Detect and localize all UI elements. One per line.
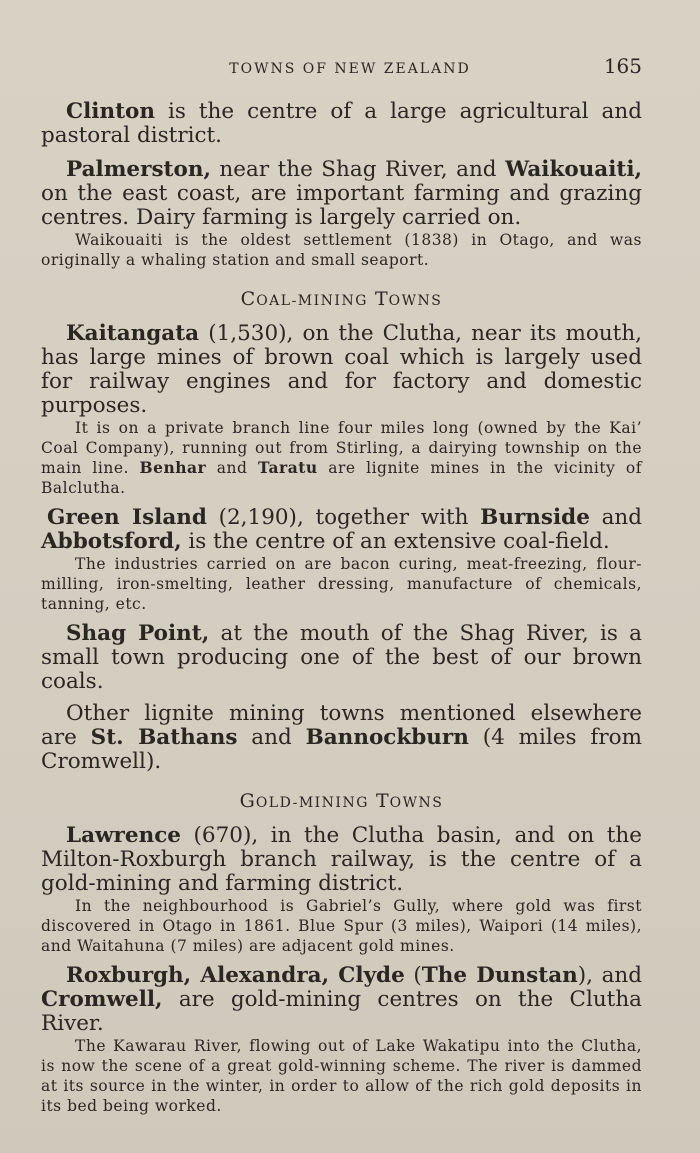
town-name: Bannockburn [305,725,469,750]
paragraph-roxburgh: Roxburgh, Alexandra, Clyde (The Dunstan), and Cromwell, are gold-mining centres on the Clutha River. [41,963,643,1036]
page-body [41,100,642,1116]
town-name: Kaitangata [66,321,200,346]
town-name: Clinton [66,99,155,124]
note-waikouaiti: Waikouaiti is the oldest settlement (1838) in Otago, and was originally a whaling station and small seaport. [41,231,642,269]
paragraph-lignite-towns: Other lignite mining towns mentioned elsewhere are St. Bathans and Bannockburn (4 miles from Cromwell). [41,701,642,774]
town-name: Shag Point, [66,621,210,646]
town-name: St. Bathans [90,725,238,750]
town-name: Cromwell, [41,987,163,1012]
note-lawrence: In the neighbourhood is Gabriel’s Gully, where gold was first discovered in Otago in 1861. Blue Spur (3 miles), Waipori (14 miles), and Waitahuna (7 miles) are adjacent gold mines. [41,897,642,955]
town-name: Green Island [47,505,207,530]
paragraph-lawrence: Lawrence (670), in the Clutha basin, and on the Milton-Roxburgh branch railway, is the centre of a gold-mining and farming district. [41,823,642,896]
town-name: Abbotsford, [41,529,182,554]
paragraph-text: on the east coast, are important farming and grazing centres. Dairy farming is largely carried on. [41,181,642,230]
town-name: The Dunstan [421,963,578,988]
paragraph-text: is the centre of a large agricultural and pastoral district. [41,99,642,148]
page-header [40,54,642,82]
town-name: Palmerston, [66,157,211,182]
paragraph-shag-point: Shag Point, at the mouth of the Shag River, is a small town producing one of the best of our brown coals. [41,621,642,694]
note-green-island: The industries carried on are bacon curing, meat-freezing, flour-milling, iron-smelting, leather dressing, manufacture of chemicals, tanning, etc. [41,555,642,613]
section-heading-gold-mining: GOLD-MINING TOWNS [239,790,444,812]
note-kaitangata: It is on a private branch line four miles long (owned by the Kai’ Coal Company), running out from Stirling, a dairying township on the main line. Benhar and Taratu are lignite mines in the vicinity of Balclutha. [41,419,642,497]
paragraph-text: (1,530), on the Clutha, near its mouth, has large mines of brown coal which is largely used for railway engines and for factory and domestic purposes. [41,321,642,418]
town-name: Waikouaiti, [505,157,642,182]
town-name: Burnside [480,505,590,530]
town-name: Roxburgh, Alexandra, Clyde [66,963,405,988]
paragraph-green-island: Green Island (2,190), together with Burnside and Abbotsford, is the centre of an extensive coal-field. [41,505,642,554]
town-name: Lawrence [66,823,181,848]
paragraph-kaitangata [41,322,642,418]
page-number: 165 [603,54,642,78]
paragraph-palmerston [41,158,642,230]
note-kawarau: The Kawarau River, flowing out of Lake Wakatipu into the Clutha, is now the scene of a great gold-winning scheme. The river is dammed at its source in the winter, in order to allow of the rich gold deposits in its bed being worked. [41,1037,642,1115]
paragraph-text: near the Shag River, and [210,157,506,182]
running-title: TOWNS OF NEW ZEALAND [229,61,471,77]
paragraph-clinton [41,100,642,148]
section-heading-coal-mining: COAL-MINING TOWNS [240,288,443,310]
